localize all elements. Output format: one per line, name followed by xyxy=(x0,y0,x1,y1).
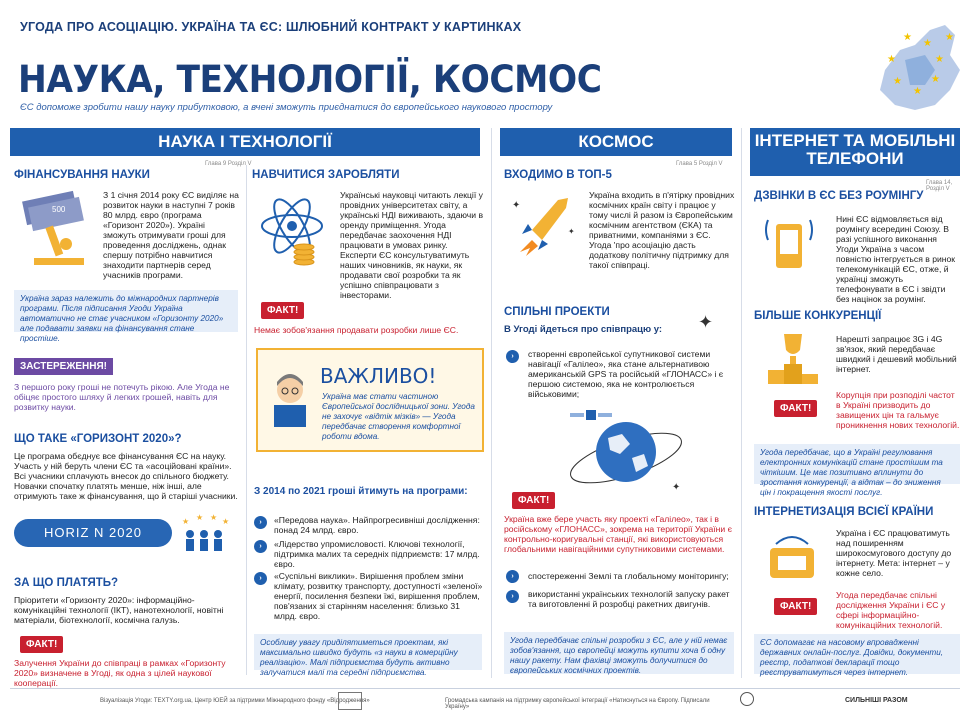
sparkle-icon xyxy=(694,308,724,334)
europe-map-icon xyxy=(855,10,960,120)
roaming-text: Нині ЄС відмовляється від роумінгу всередині Союзу. В разі успішного виконання Угоди Україна з часом повністю інтегрується в ринок телекомунікацій ЄС, отже, й українці зможуть телефонувати в ЄС і звідти без націнок за роумінг. xyxy=(836,214,956,304)
joint-projects-sub: В Угоді йдеться про співпрацю у: xyxy=(504,324,663,335)
fact-badge-2: ФАКТ! xyxy=(261,302,304,319)
svg-text:✦: ✦ xyxy=(672,482,681,493)
fact-text-4: Корупція при розподілі частот в Україні призводить до завищених цін та гальмує проникнення нових технологій. xyxy=(836,390,960,430)
bullet-icon: › xyxy=(506,350,519,363)
fact-badge-1: ФАКТ! xyxy=(20,636,63,653)
chapter-space: Глава 5 Розділ V xyxy=(676,161,723,167)
warning-badge: ЗАСТЕРЕЖЕННЯ! xyxy=(14,358,113,375)
podium-cup-icon xyxy=(764,330,822,386)
bullet-icon: › xyxy=(254,516,267,529)
horizon-logo: HORIZ N 2020 xyxy=(14,519,172,547)
warning-text: З першого року гроші не потечуть рікою. Але Угода не обіцяє простого шляху й легких грошей, навіть для розвитку науки. xyxy=(14,382,230,412)
important-title: ВАЖЛИВО! xyxy=(320,364,437,388)
svg-text:★: ★ xyxy=(903,32,912,43)
programs-title: З 2014 по 2021 гроші йтимуть на програми: xyxy=(254,486,468,497)
competition-title: БІЛЬШЕ КОНКУРЕНЦІЇ xyxy=(754,310,882,322)
supertitle: УГОДА ПРО АСОЦІАЦІЮ. УКРАЇНА ТА ЄС: ШЛЮБНИЙ КОНТРАКТ У КАРТИНКАХ xyxy=(20,20,522,34)
texty-logo-icon xyxy=(338,692,362,710)
joint-item-3: використанні українських технологій запуску ракет та виготовленні й розробці ракетних двигунів. xyxy=(528,589,730,609)
funding-note: Україна зараз належить до міжнародних партнерів програми. Після підписання Угоди Україна автоматично не стає учасником «Горизонту 2020» але подавати заявки на фінансування стане простіше. xyxy=(14,290,238,332)
svg-text:★: ★ xyxy=(887,54,896,65)
people-stars-icon xyxy=(178,512,230,554)
space-note: Угода передбачає спільні розробки з ЄС, але у ній немає зобов'язання, що європейці можуть купити хоча б одну нашу ракету. Нам фахівці зможуть долучитися до європейських космічних проектів. xyxy=(504,632,734,674)
chapter-science: Глава 9 Розділ V xyxy=(205,161,252,167)
fact-badge-3: ФАКТ! xyxy=(512,492,555,509)
svg-text:★: ★ xyxy=(196,513,204,522)
fact-text-1: Залучення України до співпраці в рамках «Горизонту 2020» визначене в Угоді, як одна з цілей наукової кооперації. xyxy=(14,658,226,688)
internet-note: ЄС допомагає на насовому впровадженні державних онлайн-послуг. Довідки, документи, реєстр, податкові декларації тощо реєструватимуться через інтернет. xyxy=(754,634,960,674)
joint-item-1: створенні європейської супутникової системи навігації «Галілео», яка стане альтернативою американській GPS та російській «ГЛОНАСС» і є першою системою, яка не контролюється військовими; xyxy=(528,349,724,399)
program-item-1: «Передова наука». Найпрогресивніші дослідження: понад 24 млрд. євро. xyxy=(274,515,480,535)
important-text: Україна має стати частиною Європейської дослідницької зони. Угода не захочує «відтік мізків» — Угода передбачає створення комфортної роботи вдома. xyxy=(322,392,475,441)
footer-slogan: СИЛЬНІШІ РАЗОМ xyxy=(845,697,908,704)
fact-badge-5: ФАКТ! xyxy=(774,598,817,615)
fact-text-5: Угода передбачає спільні дослідження України і ЄС у сфері інформаційно-комунікаційних технологій. xyxy=(836,590,946,630)
scientist-icon xyxy=(266,370,314,430)
earn-text: Українські науковці читають лекції у провідних університетах світу, а українські НДІ виживають, здаючи в оренду приміщення. Угода передбачає заохочення НДІ працювати в умовах ринку. Експерти ЄС консультуватимуть наших чиновників, як науки, як продавати свої розробки та як успішно співпрацювати з інвесторами. xyxy=(340,190,484,300)
fact-text-3: Україна вже бере участь яку проекті «Галілео», так і в російському «ГЛОНАСС», зокрема на території України є контрольно-коригувальні станції, які використовуються глобальними навігаційними супутниковими системами. xyxy=(504,514,732,554)
internetization-title: ІНТЕРНЕТИЗАЦІЯ ВСІЄЇ КРАЇНИ xyxy=(754,506,934,518)
svg-text:✦: ✦ xyxy=(568,227,575,236)
globe-satellite-icon xyxy=(562,398,692,498)
svg-text:★: ★ xyxy=(931,74,940,85)
bullet-icon: › xyxy=(506,570,519,583)
svg-text:★: ★ xyxy=(913,86,922,97)
chapter-internet: Глава 14, Розділ V xyxy=(926,180,953,192)
band-space: КОСМОС xyxy=(500,128,732,156)
joint-item-2: спостереженні Землі та глобальному моніторингу; xyxy=(528,571,729,581)
atom-coins-icon xyxy=(254,188,334,273)
competition-note: Угода передбачає, що в Україні регулювання електронних комунікацій стане простішим та чіткішим. Це має позитивно вплинути до зростання конкуренції, а відтак – до зниження цін і покращення якості послуг. xyxy=(754,444,960,484)
svg-text:★: ★ xyxy=(945,32,954,43)
band-internet: ІНТЕРНЕТ ТА МОБІЛЬНІ ТЕЛЕФОНИ xyxy=(750,128,960,176)
svg-text:★: ★ xyxy=(182,517,190,526)
footer-credits: Візуалізація Угоди: TEXTY.org.ua, Центр ЮЕЙ за підтримки Міжнародного фонду «Відродження» xyxy=(100,698,370,704)
horizon-title: ЩО ТАКЕ «ГОРИЗОНТ 2020»? xyxy=(14,433,182,445)
svg-text:500: 500 xyxy=(52,205,66,214)
pay-text: Пріоритети «Горизонту 2020»: інформаційно-комунікаційні технології (ІКТ), нанотехнології, новітні матеріали, біотехнології, космічна галузь. xyxy=(14,595,224,625)
rocket-icon xyxy=(508,190,583,272)
programs-note: Особливу увагу приділятиметься проектам, які максимально швидко будуть «з науки в комерційну реалізацію». Малі підприємства будуть активно залучатися малі та середні підприємства. xyxy=(254,634,482,670)
page-title: НАУКА, ТЕХНОЛОГІЇ, КОСМОС xyxy=(18,58,602,101)
svg-text:★: ★ xyxy=(210,513,218,522)
pay-title: ЗА ЩО ПЛАТЯТЬ? xyxy=(14,577,119,589)
eu-logo-icon xyxy=(740,692,754,706)
roaming-title: ДЗВІНКИ В ЄС БЕЗ РОУМІНГУ xyxy=(754,190,924,202)
internetization-text: Україна і ЄС працюватимуть над поширенням широкосмугового доступу до інтернету. Мета: інтернет – у кожне село. xyxy=(836,528,952,578)
bullet-icon: › xyxy=(254,572,267,585)
joint-projects-title: СПІЛЬНІ ПРОЕКТИ xyxy=(504,306,610,318)
program-item-2: «Лідерство упромисловості. Ключові технології, підтримка малих та середніх підприємств: 17 млрд. євро. xyxy=(274,539,480,569)
svg-text:✦: ✦ xyxy=(512,200,521,211)
top5-text: Україна входить в п'ятірку провідних космічних країн світу і працює у тому числі й разом із Європейським космічним агентством (ЄКА) та приватними, компаніями з ЄС. Угода 'про асоціацію дасть додаткову політичну підтримку для такої співпраці. xyxy=(589,190,735,270)
section-funding-title: ФІНАНСУВАННЯ НАУКИ xyxy=(14,169,150,181)
svg-text:★: ★ xyxy=(935,54,944,65)
phone-icon xyxy=(764,210,814,280)
router-icon xyxy=(764,526,820,586)
competition-text: Нарешті запрацює 3G і 4G зв'язок, який передбачає швидкий і дешевий мобільний інтернет. xyxy=(836,334,957,374)
fact-text-2: Немає зобов'язання продавати розробки лише ЄС. xyxy=(254,325,459,335)
footer-campaign: Громадська кампанія на підтримку європейської інтеграції «Натиснуться на Європу. Підписали Україну» xyxy=(445,698,710,710)
svg-text:✦: ✦ xyxy=(698,312,714,332)
band-science: НАУКА І ТЕХНОЛОГІЇ xyxy=(10,128,480,156)
section-funding-text: З 1 січня 2014 року ЄС виділяє на розвиток науки в наступні 7 років 80 млрд. євро (програма «Горизонт 2020»). Україні зможуть отримувати гроші для проведення досліджень, однак спершу потрібно навчитися знаходити партнерів серед учасників програми. xyxy=(103,190,239,280)
svg-text:★: ★ xyxy=(893,76,902,87)
svg-text:★: ★ xyxy=(222,517,230,526)
bullet-icon: › xyxy=(254,540,267,553)
horizon-text: Це програма обєднує все фінансування ЄС на науку. Участь у ній беруть члени ЄС та «асоційовані країни». Всі учасники сплачують внесок до спільного бюджету. Новачки спочатку платять менше, ніж інші, але отримують таке ж фінансування, що й старіші учасники. xyxy=(14,451,238,501)
earn-title: НАВЧИТИСЯ ЗАРОБЛЯТИ xyxy=(252,169,400,181)
microscope-money-icon xyxy=(16,188,96,270)
program-item-3: «Суспільні виклики». Вирішення проблем зміни клімату, розвитку транспорту, доступності «зеленої» енергії, посилення безпеки їжі, вирішення проблем, пов'язаних зі старінням населення: близько 31 млрд. євро. xyxy=(274,571,483,621)
svg-text:★: ★ xyxy=(923,38,932,49)
top5-title: ВХОДИМО В ТОП-5 xyxy=(504,169,612,181)
important-box xyxy=(256,348,484,452)
fact-badge-4: ФАКТ! xyxy=(774,400,817,417)
bullet-icon: › xyxy=(506,590,519,603)
page-subtitle: ЄС допоможе зробити нашу науку прибутковою, а вчені зможуть приєднатися до європейського наукового простору xyxy=(20,102,553,113)
